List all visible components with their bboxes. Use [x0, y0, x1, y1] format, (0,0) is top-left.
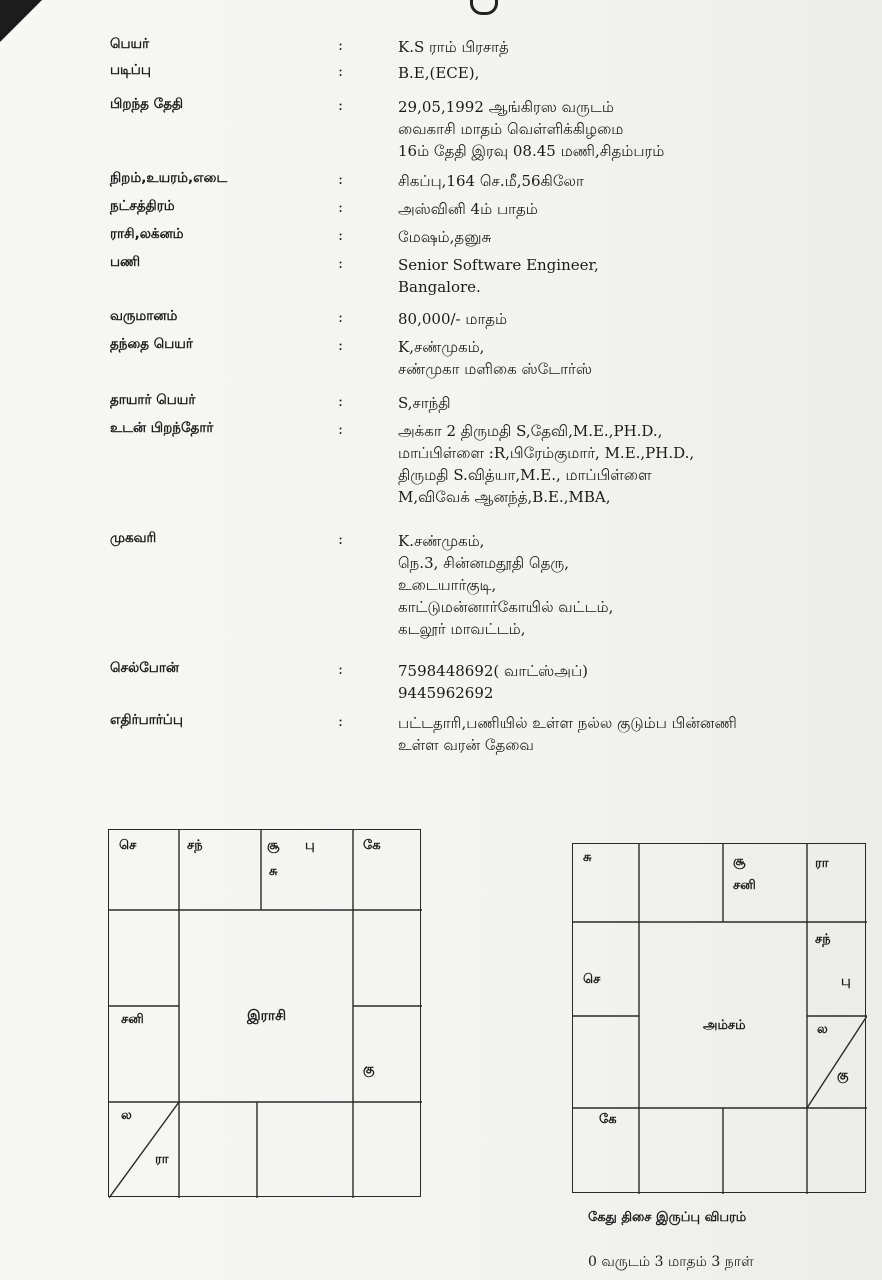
detail-colon: : — [338, 712, 344, 730]
rasi-cell-jupiter: கு — [363, 1062, 375, 1077]
detail-colon: : — [338, 36, 344, 54]
detail-label: முகவரி — [110, 530, 157, 546]
amsam-cell-saturn: சனி — [733, 878, 756, 893]
rasi-cell-3-sun: சூ — [267, 838, 280, 853]
detail-value — [398, 530, 868, 640]
amsam-cell-lagna: ல — [817, 1022, 828, 1037]
detail-value-line: சண்முகா மளிகை ஸ்டோர்ஸ் — [398, 360, 592, 378]
detail-label: நட்சத்திரம் — [110, 198, 175, 214]
detail-colon: : — [338, 308, 344, 326]
rasi-cell-lagna: ல — [121, 1108, 132, 1123]
detail-value-line: அஸ்வினி 4ம் பாதம் — [398, 200, 538, 218]
detail-value-line: K,சண்முகம், — [398, 338, 485, 356]
detail-value-line: சிகப்பு,164 செ.மீ,56கிலோ — [398, 172, 584, 190]
detail-label: படிப்பு — [110, 62, 151, 78]
detail-value-line: K.சண்முகம், — [398, 532, 485, 550]
detail-value-line: திருமதி S.வித்யா,M.E., மாப்பிள்ளை — [398, 466, 652, 484]
detail-value-line: மாப்பிள்ளை :R,பிரேம்குமார், M.E.,PH.D., — [398, 444, 695, 462]
detail-value — [398, 712, 868, 756]
rasi-chart-title: இராசி — [247, 1008, 287, 1024]
detail-value-line: மேஷம்,தனுசு — [398, 228, 492, 246]
detail-value — [398, 660, 868, 704]
detail-value-line: S,சாந்தி — [398, 394, 451, 412]
detail-value-line: 9445962692 — [398, 684, 494, 702]
rasi-cell-saturn: சனி — [121, 1012, 144, 1027]
detail-colon: : — [338, 96, 344, 114]
detail-value — [398, 96, 868, 162]
detail-value-line: 16ம் தேதி இரவு 08.45 மணி,சிதம்பரம் — [398, 142, 665, 160]
detail-value-line: 7598448692( வாட்ஸ்அப்) — [398, 662, 588, 680]
rasi-cell-rahu: ரா — [155, 1152, 169, 1167]
amsam-cell-venus: சு — [583, 850, 592, 865]
detail-label: வருமானம் — [110, 308, 178, 324]
detail-colon: : — [338, 170, 344, 188]
detail-value-line: அக்கா 2 திருமதி S,தேவி,M.E.,PH.D., — [398, 422, 663, 440]
detail-label: ராசி,லக்னம் — [110, 226, 184, 242]
detail-value-line: Bangalore. — [398, 278, 481, 296]
detail-colon: : — [338, 226, 344, 244]
detail-value-line: உடையார்குடி, — [398, 576, 497, 594]
detail-label: பெயர் — [110, 36, 150, 52]
rasi-chart — [108, 829, 421, 1197]
detail-value — [398, 198, 868, 220]
amsam-chart — [572, 843, 866, 1193]
detail-value-line: 29,05,1992 ஆங்கிரஸ வருடம் — [398, 98, 614, 116]
detail-label: பிறந்த தேதி — [110, 96, 184, 112]
dasa-balance: 0 வருடம் 3 மாதம் 3 நாள் — [588, 1254, 754, 1270]
detail-label: எதிர்பார்ப்பு — [110, 712, 183, 728]
detail-value-line: 80,000/- மாதம் — [398, 310, 508, 328]
detail-label: உடன் பிறந்தோர் — [110, 420, 214, 436]
detail-value — [398, 420, 868, 508]
detail-label: தாயார் பெயர் — [110, 392, 196, 408]
detail-label: செல்போன் — [110, 660, 179, 676]
dasa-title: கேது திசை இருப்பு விபரம் — [588, 1210, 747, 1225]
rasi-cell-2: சந் — [187, 838, 203, 853]
detail-label: பணி — [110, 254, 141, 270]
detail-value — [398, 392, 868, 414]
amsam-cell-mercury: பு — [841, 974, 851, 989]
detail-colon: : — [338, 530, 344, 548]
rasi-cell-1: செ — [119, 838, 137, 853]
detail-value-line: வைகாசி மாதம் வெள்ளிக்கிழமை — [398, 120, 624, 138]
detail-value — [398, 308, 868, 330]
rasi-cell-4: கே — [363, 838, 381, 853]
detail-value-line: M,விவேக் ஆனந்த்,B.E.,MBA, — [398, 488, 611, 506]
detail-colon: : — [338, 336, 344, 354]
detail-value-line: B.E,(ECE), — [398, 64, 480, 82]
rasi-cell-3-mercury: பு — [305, 838, 315, 853]
amsam-cell-ketu: கே — [599, 1112, 617, 1127]
detail-value-line: K.S ராம் பிரசாத் — [398, 38, 509, 56]
detail-colon: : — [338, 420, 344, 438]
detail-value — [398, 170, 868, 192]
detail-value-line: கடலூர் மாவட்டம், — [398, 620, 526, 638]
amsam-cell-rahu: ரா — [815, 856, 829, 871]
detail-value — [398, 226, 868, 248]
detail-value-line: உள்ள வரன் தேவை — [398, 736, 534, 754]
detail-colon: : — [338, 392, 344, 410]
detail-colon: : — [338, 660, 344, 678]
detail-value-line: பட்டதாரி,பணியில் உள்ள நல்ல குடும்ப பின்னணி — [398, 714, 737, 732]
amsam-cell-mars: செ — [583, 972, 601, 987]
detail-label: தந்தை பெயர் — [110, 336, 193, 352]
rasi-cell-3-venus: சு — [269, 864, 278, 879]
amsam-chart-title: அம்சம் — [703, 1018, 746, 1033]
detail-colon: : — [338, 254, 344, 272]
amsam-cell-moon: சந் — [815, 932, 831, 947]
detail-label: நிறம்,உயரம்,எடை — [110, 170, 228, 186]
detail-value-line: காட்டுமன்னார்கோயில் வட்டம், — [398, 598, 614, 616]
amsam-cell-sun: சூ — [733, 854, 746, 869]
detail-value — [398, 254, 868, 298]
detail-value-line: நெ.3, சின்னமதூதி தெரு, — [398, 554, 570, 572]
amsam-cell-jupiter: கு — [837, 1068, 849, 1083]
detail-value — [398, 62, 868, 84]
detail-colon: : — [338, 198, 344, 216]
detail-value — [398, 336, 868, 380]
detail-colon: : — [338, 62, 344, 80]
detail-value-line: Senior Software Engineer, — [398, 256, 599, 274]
detail-value — [398, 36, 868, 58]
